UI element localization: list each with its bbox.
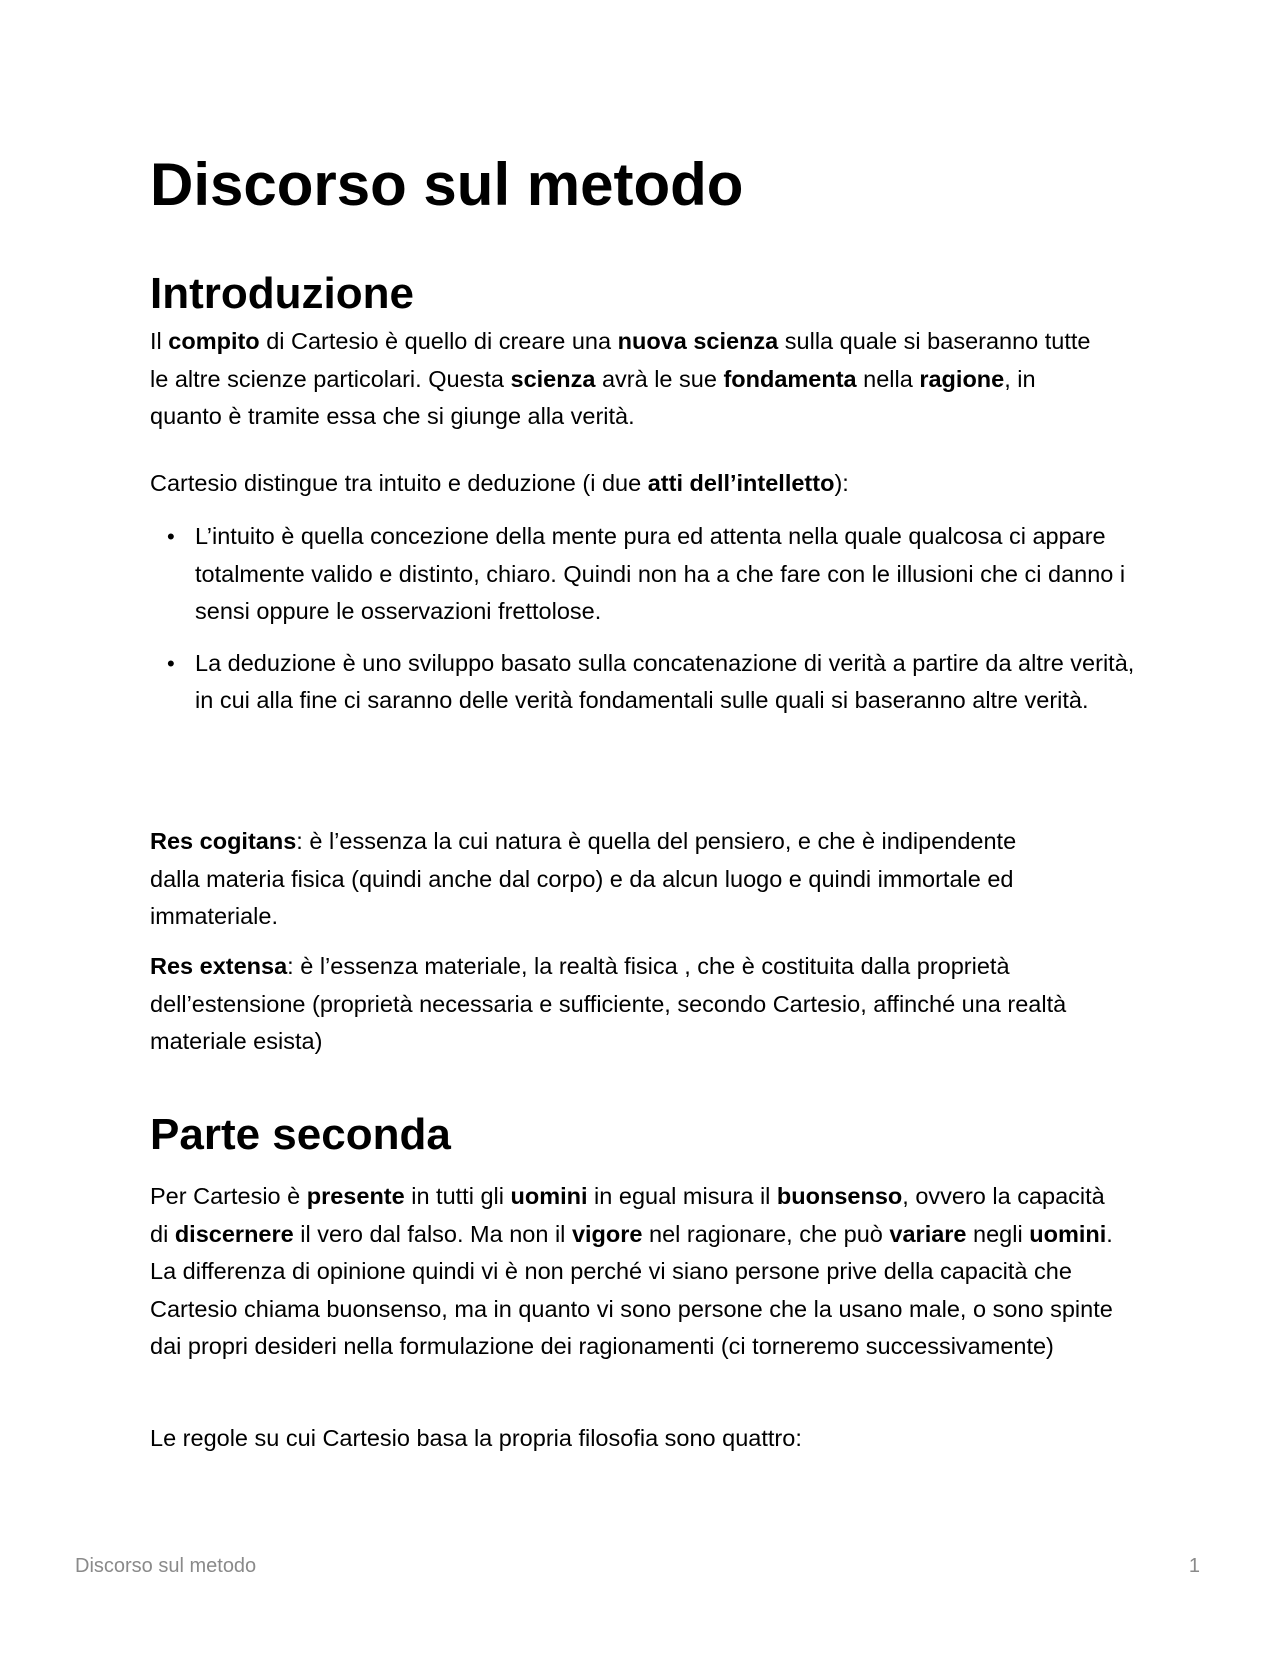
text-run: ):: [834, 470, 849, 496]
text-run: Il: [150, 328, 169, 354]
bold-text-run: nuova scienza: [617, 328, 779, 354]
bold-text-run: buonsenso: [776, 1183, 903, 1209]
bold-text-run: variare: [889, 1220, 967, 1247]
text-run: , in quanto è tramite essa che si giunge alla verità.: [150, 365, 1036, 429]
bullet-icon: •: [167, 650, 175, 676]
bold-text-run: Res extensa: [150, 953, 288, 979]
text-run: il vero dal falso. Ma non il: [293, 1220, 572, 1247]
intro-paragraph-1: [150, 323, 1110, 436]
res-cogitans-paragraph: [150, 823, 1070, 936]
intro-bullet-list: [150, 518, 1140, 720]
parte-seconda-paragraph-1: [150, 1178, 1125, 1366]
bold-text-run: uomini: [510, 1183, 588, 1209]
section-heading-parte-seconda: Parte seconda: [150, 1110, 451, 1159]
bold-text-run: atti dell’intelletto: [647, 470, 835, 496]
document-title: Discorso sul metodo: [150, 151, 744, 218]
text-run: Per Cartesio è: [150, 1183, 307, 1209]
bold-text-run: fondamenta: [723, 365, 857, 392]
bold-text-run: Res cogitans: [150, 828, 297, 854]
text-run: Cartesio distingue tra intuito e deduzione (i due: [150, 470, 648, 496]
text-run: in tutti gli: [404, 1183, 511, 1209]
text-run: : è l’essenza materiale, la realtà fisica , che è costituita dalla proprietà dell’estensione (proprietà necessaria e sufficiente, secondo Cartesio, affinché una realtà materiale esista): [150, 953, 1067, 1054]
bold-text-run: uomini: [1029, 1220, 1107, 1247]
footer-page-number: 1: [1188, 1555, 1200, 1577]
list-item: [150, 645, 1140, 720]
bullet-icon: •: [167, 524, 175, 549]
text-run: negli: [966, 1220, 1030, 1247]
text-run: : è l’essenza la cui natura è quella del pensiero, e che è indipendente dalla materia fisica (quindi anche dal corpo) e da alcun luogo e quindi immortale ed immateriale.: [150, 828, 1017, 929]
text-run: nel ragionare, che può: [642, 1220, 890, 1247]
bold-text-run: presente: [306, 1183, 405, 1209]
text-run: in egual misura il: [587, 1183, 777, 1209]
text-run: avrà le sue: [595, 365, 724, 392]
parte-seconda-paragraph-2: [150, 1420, 1140, 1458]
res-extensa-paragraph: [150, 948, 1140, 1061]
bold-text-run: discernere: [174, 1220, 294, 1247]
bold-text-run: compito: [168, 328, 260, 354]
section-heading-introduzione: Introduzione: [150, 269, 414, 318]
text-run: Le regole su cui Cartesio basa la propria filosofia sono quattro:: [150, 1425, 802, 1451]
text-run: nella: [856, 365, 920, 392]
bold-text-run: scienza: [510, 365, 596, 392]
footer-title: Discorso sul metodo: [75, 1555, 257, 1577]
list-item-text: La deduzione è uno sviluppo basato sulla concatenazione di verità a partire da altre verità, in cui alla fine ci saranno delle verità fondamentali sulle quali si baseranno altre verità.: [195, 649, 1135, 713]
text-run: , ovvero la capacità di: [150, 1183, 1105, 1247]
text-run: di Cartesio è quello di creare una: [259, 328, 618, 354]
bold-text-run: ragione: [919, 365, 1005, 392]
bold-text-run: vigore: [571, 1220, 643, 1247]
intro-paragraph-2: [150, 465, 1140, 503]
text-run: . La differenza di opinione quindi vi è non perché vi siano persone prive della capacità che Cartesio chiama buonsenso, ma in quanto vi sono persone che la usano male, o sono spinte dai propri desideri nella formulazione dei ragionamenti (ci torneremo successivamente): [150, 1220, 1113, 1359]
list-item: [150, 518, 1140, 631]
list-item-text: L’intuito è quella concezione della mente pura ed attenta nella quale qualcosa ci appare totalmente valido e distinto, chiaro. Quindi non ha a che fare con le illusioni che ci danno i sensi oppure le osservazioni frettolose.: [195, 523, 1126, 624]
text-run: sulla quale si baseranno tutte le altre scienze particolari. Questa: [150, 328, 1091, 392]
